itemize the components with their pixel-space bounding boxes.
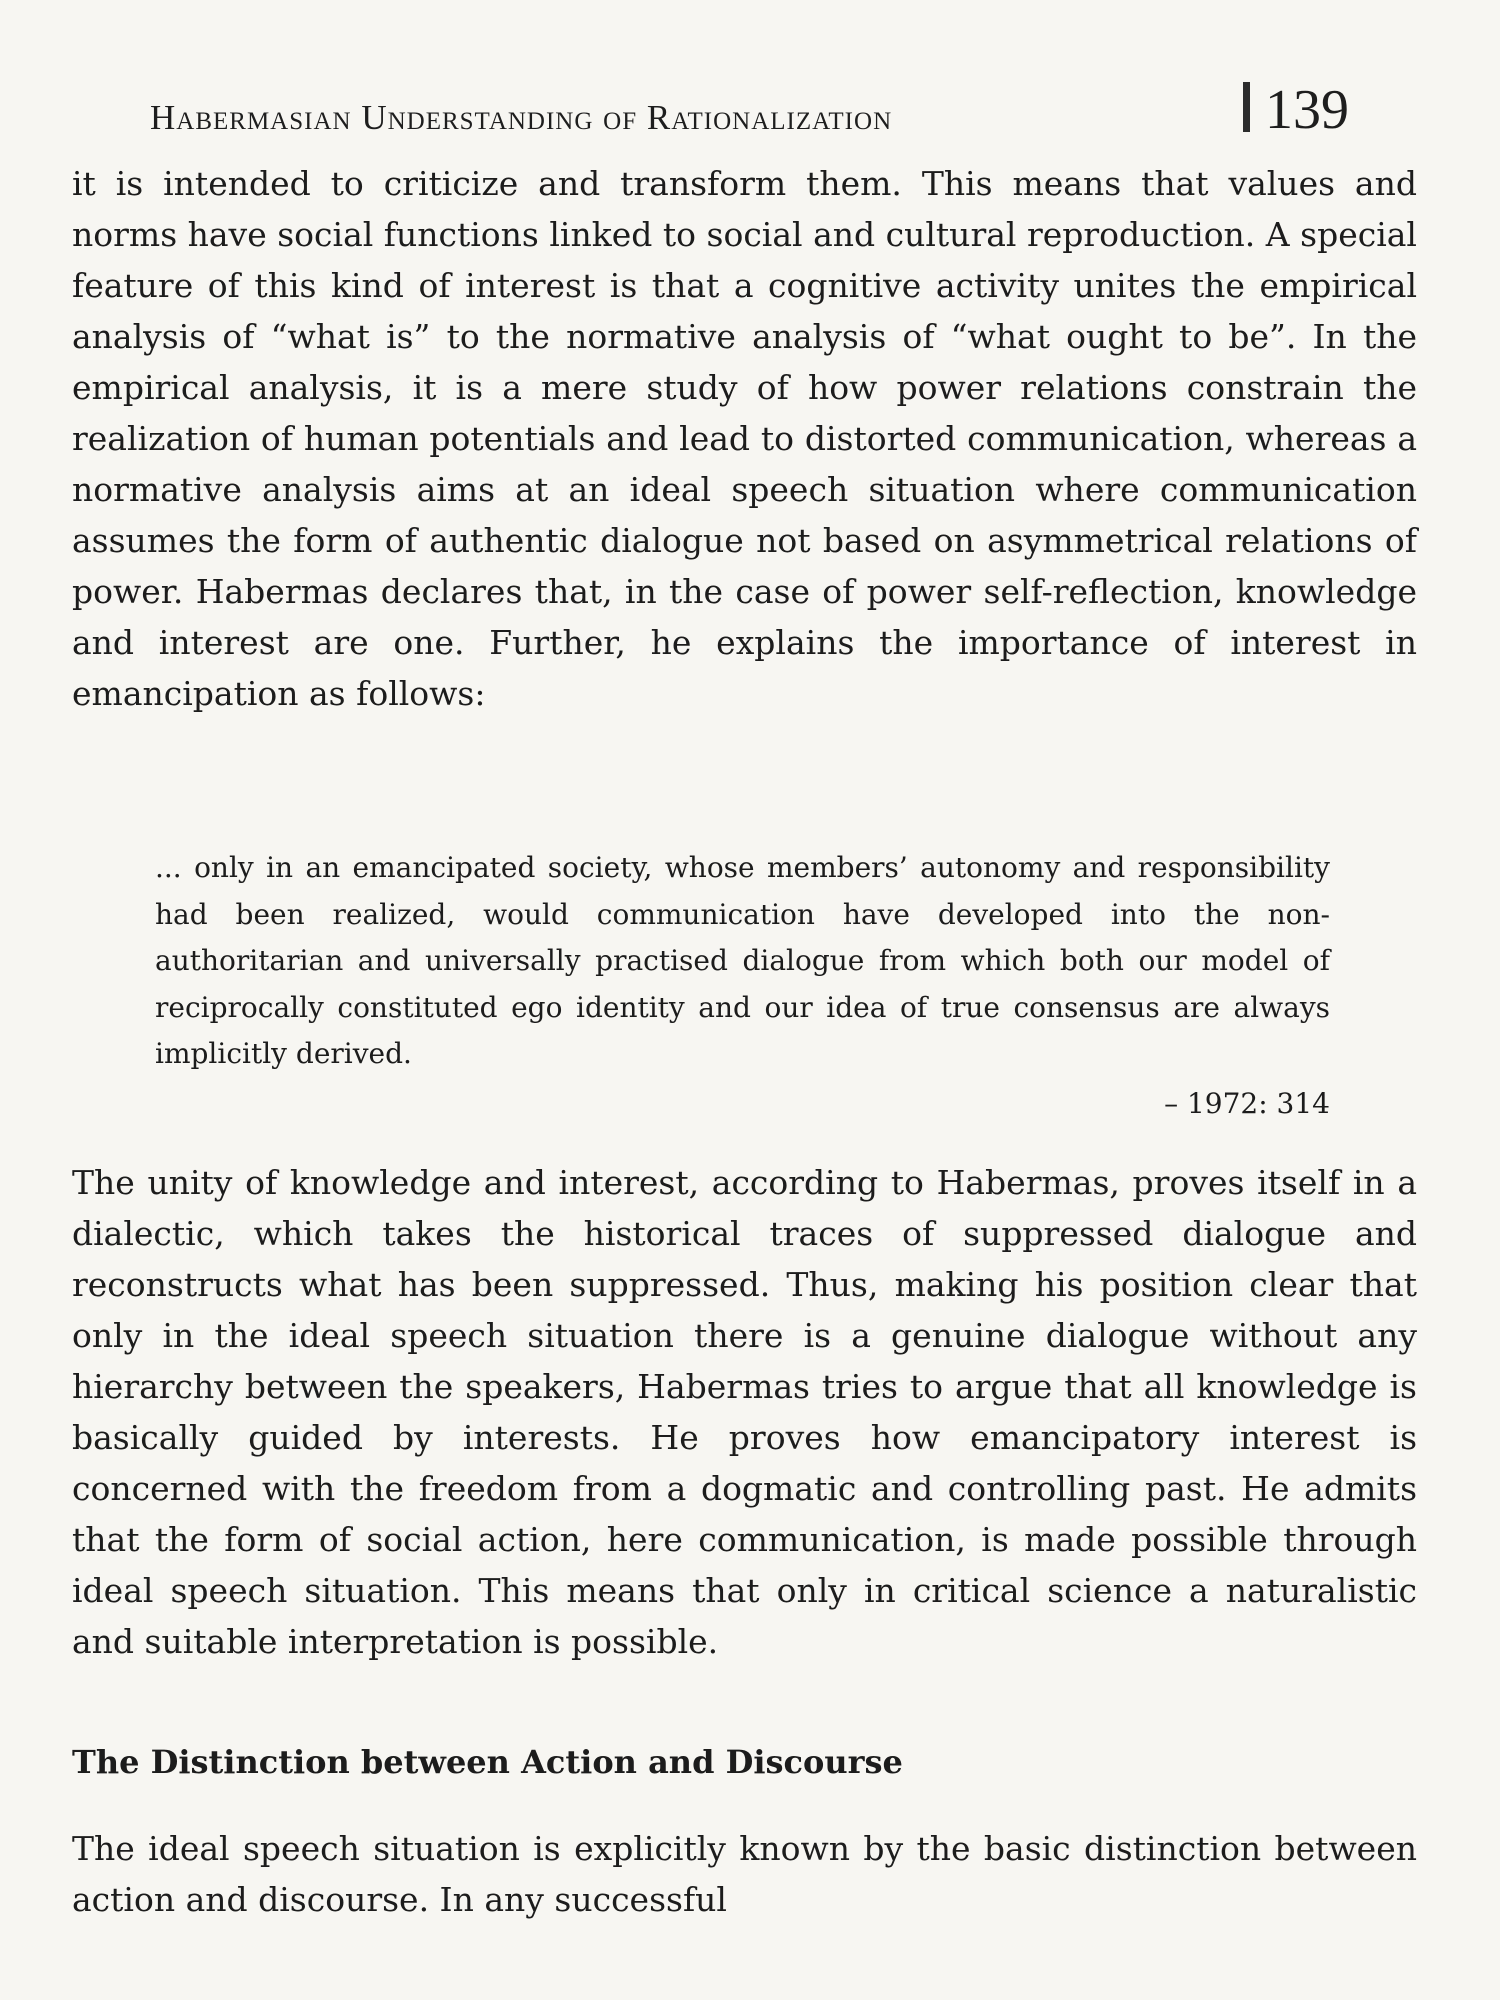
quote-citation: – 1972: 314 <box>1164 1087 1330 1120</box>
running-title: Habermasian Understanding of Rationalization <box>150 98 893 137</box>
page-number: 139 <box>1265 79 1349 141</box>
body-paragraph-3: The ideal speech situation is explicitly known by the basic distinction between action and discourse. In any successful <box>72 1829 1417 1919</box>
page-number-rule <box>1243 82 1250 132</box>
body-paragraph-1: it is intended to criticize and transform them. This means that values and norms have social functions linked to social and cultural reproduction. A special feature of this kind of interest is that a cognitive activity unites the empirical analysis of “what is” to the normative analysis of “what ought to be”. In the empirical analysis, it is a mere study of how power relations constrain the realization of human potentials and lead to distorted communication, whereas a normative analysis aims at an ideal speech situation where communication assumes the form of authentic dialogue not based on asymmetrical relations of power. Habermas declares that, in the case of power self-reflection, knowledge and interest are one. Further, he explains the importance of interest in emancipation as follows: <box>72 164 1417 713</box>
block-quote: ... only in an emancipated society, whose members’ autonomy and responsibility had been realized, would communication have developed into the non-authoritarian and universally practised dialogue from which both our model of reciprocally constituted ego identity and our idea of true consensus are always implicitly derived. <box>155 851 1330 1070</box>
body-paragraph-2: The unity of knowledge and interest, according to Habermas, proves itself in a dialectic, which takes the historical traces of suppressed dialogue and reconstructs what has been suppressed. Thus, making his position clear that only in the ideal speech situation there is a genuine dialogue without any hierarchy between the speakers, Habermas tries to argue that all knowledge is basically guided by interests. He proves how emancipatory interest is concerned with the freedom from a dogmatic and controlling past. He admits that the form of social action, here communication, is made possible through ideal speech situation. This means that only in critical science a naturalistic and suitable interpretation is possible. <box>72 1163 1417 1661</box>
section-heading: The Distinction between Action and Discourse <box>72 1743 903 1781</box>
running-head <box>150 78 1415 148</box>
